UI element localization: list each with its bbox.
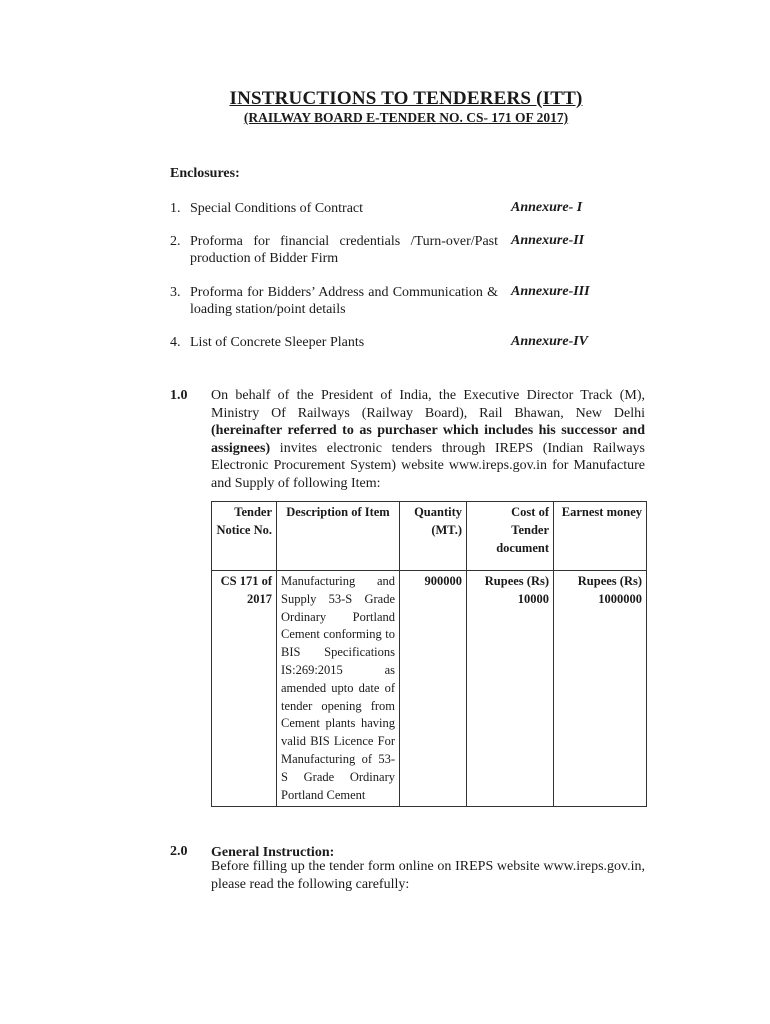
section-1-text-b: invites electronic tenders through IREPS (Indian Railways Electronic Procurement System) website www.ireps.gov.in for Manufacture and Supply of following Item: (211, 440, 645, 491)
enclosure-number: 1. (170, 201, 181, 216)
enclosure-annexure: Annexure- I (511, 200, 583, 215)
enclosure-annexure: Annexure-II (511, 233, 585, 248)
document-title: INSTRUCTIONS TO TENDERERS (ITT) (229, 88, 583, 109)
cost-cell: Rupees (Rs) 10000 (467, 571, 554, 807)
table-header-cell: Description of Item (277, 502, 400, 571)
enclosure-number: 2. (170, 234, 181, 249)
section-1-text-bold: (hereinafter referred to as purchaser which includes his successor and assignees) (211, 423, 645, 456)
table-header-cell: Tender Notice No. (212, 502, 277, 571)
section-1-text-a: On behalf of the President of India, the Executive Director Track (M), Ministry Of Railways (Railway Board), Rail Bhawan, New Delhi (211, 388, 645, 421)
table-header-cell: Earnest money (554, 502, 647, 571)
enclosure-annexure: Annexure-III (511, 284, 590, 299)
enclosure-text: List of Concrete Sleeper Plants (190, 335, 365, 350)
enclosure-text: Special Conditions of Contract (190, 201, 364, 216)
section-number: 2.0 (170, 844, 188, 859)
description-cell: Manufacturing and Supply 53-S Grade Ordinary Portland Cement conforming to BIS Specifications IS:269:2015 as amended upto date of tender opening from Cement plants having valid BIS Licence For Manufacturing of 53-S Grade Ordinary Portland Cement (277, 571, 400, 807)
table-header-row (212, 502, 647, 571)
table-header-cell: Quantity (MT.) (400, 502, 467, 571)
enclosures-heading: Enclosures: (170, 166, 240, 181)
section-number: 1.0 (170, 388, 188, 403)
earnest-cell: Rupees (Rs) 1000000 (554, 571, 647, 807)
tender-notice-cell: CS 171 of 2017 (212, 571, 277, 807)
document-subtitle: (RAILWAY BOARD E-TENDER NO. CS- 171 OF 2017) (243, 110, 569, 125)
enclosure-text: Proforma for Bidders’ Address and Communication & loading station/point details (190, 285, 498, 317)
enclosure-annexure: Annexure-IV (511, 334, 589, 349)
enclosure-text: Proforma for financial credentials /Turn-over/Past production of Bidder Firm (190, 234, 498, 266)
enclosure-number: 4. (170, 335, 181, 350)
section-2-heading: General Instruction: (211, 845, 335, 860)
quantity-cell: 900000 (400, 571, 467, 807)
table-row (212, 571, 647, 807)
section-1-paragraph (211, 387, 645, 492)
tender-table (211, 501, 647, 807)
section-2-paragraph: Before filling up the tender form online on IREPS website www.ireps.gov.in, please read the following carefully: (211, 859, 645, 892)
enclosure-number: 3. (170, 285, 181, 300)
table-header-cell: Cost of Tender document (467, 502, 554, 571)
